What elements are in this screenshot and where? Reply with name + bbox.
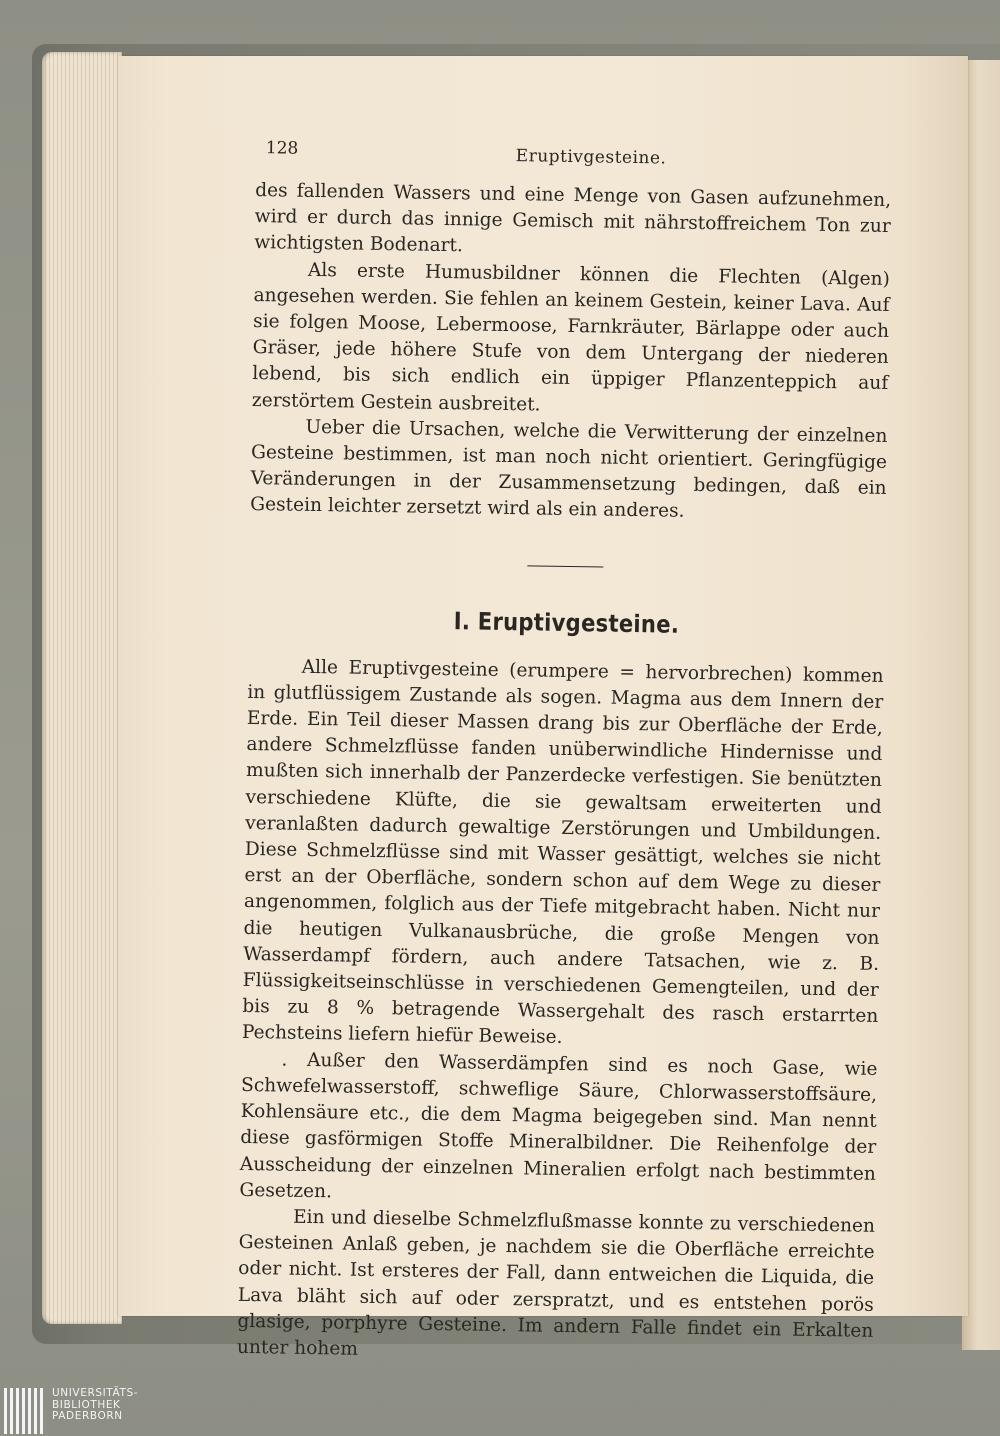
library-logo-text: [52, 1388, 138, 1423]
library-logo-line: PADERBORN: [52, 1410, 123, 1422]
library-logo: [0, 1386, 200, 1436]
paragraph: Als erste Humusbildner können die Flechten (Algen) angesehen werden. Sie fehlen an keinem Gestein, keiner Lava. Auf sie folgen Moose, Lebermoose, Farnkräuter, Bärlappe oder auch Gräser, jede höhere Stufe von dem Untergang der niederen lebend, bis sich endlich ein üppiger Pflanzenteppich auf zerstörtem Gestein ausbreitet.: [251, 259, 891, 416]
page-number: 128: [265, 138, 299, 159]
running-title: Eruptivgesteine.: [515, 146, 667, 169]
paragraph: . Außer den Wasserdämpfen sind es noch Gase, wie Schwefelwasserstoff, schweflige Säure, Chlorwasserstoffsäure, Kohlensäure etc., die dem Magma beigegeben sind. Man nennt diese gasförmigen Stoffe Mineralbildner. Die Reihenfolge der Ausscheidung der einzelnen Mineralien erfolgt nach bestimmten Gesetzen.: [239, 1049, 878, 1203]
paragraph: Ueber die Ursachen, welche die Verwitterung der einzelnen Gesteine bestimmen, ist man noch nicht orientiert. Geringfügige Veränderungen in der Zusammensetzung bedingen, daß ein Gestein leichter zersetzt wird als ein anderes.: [250, 416, 888, 523]
library-logo-icon: [4, 1388, 46, 1434]
paragraph: Alle Eruptivgesteine (erumpere = hervorbrechen) kommen in glutflüssigem Zustande als sogen. Magma aus dem Innern der Erde. Ein Teil dieser Massen drang bis zur Oberfläche der Erde, andere Schmelzflüsse fanden unüberwindliche Hindernisse und mußten sich innerhalb der Panzerdecke verfestigen. Sie benützten verschiedene Klüfte, die sie gewaltsam erweiterten und veranlaßten dadurch gewaltige Zerstörungen und Umbildungen. Diese Schmelzflüsse sind mit Wasser gesättigt, welches sie nicht erst an der Oberfläche, sondern schon auf dem Wege zu dieser angenommen, folglich aus der Tiefe mitgebracht haben. Nicht nur die heutigen Vulkanausbrüche, die große Mengen von Wasserdampf fördern, auch andere Tatsachen, wie z. B. Flüssigkeitseinschlüsse in verschiedenen Gemengteilen, und der bis zu 8 % betragende Wassergehalt des rasch erstarrten Pechsteins liefern hiefür Beweise.: [241, 656, 884, 1049]
section-divider: [527, 565, 603, 567]
library-logo-line: UNIVERSITÄTS-: [52, 1387, 139, 1399]
paragraph: Ein und dieselbe Schmelzflußmasse konnte zu verschiedenen Gesteinen Anlaß geben, je nachdem sie die Oberfläche erreichte oder nicht. Ist ersteres der Fall, dann entweichen die Liquida, die Lava bläht sich auf oder zerspratzt, und es entstehen porös glasige, porphyre Gesteine. Im andern Falle findet ein Erkalten unter hohem: [236, 1206, 876, 1360]
section-heading: I. Eruptivgesteine.: [453, 606, 680, 639]
page-text: [237, 138, 892, 1371]
library-logo-line: BIBLIOTHEK: [52, 1398, 121, 1411]
page-edges: [42, 52, 122, 1324]
paragraph: des fallenden Wassers und eine Menge von Gasen aufzunehmen, wird er durch das innige Gemisch mit nährstoffreichem Ton zur wichtigsten Bodenart.: [254, 179, 892, 257]
